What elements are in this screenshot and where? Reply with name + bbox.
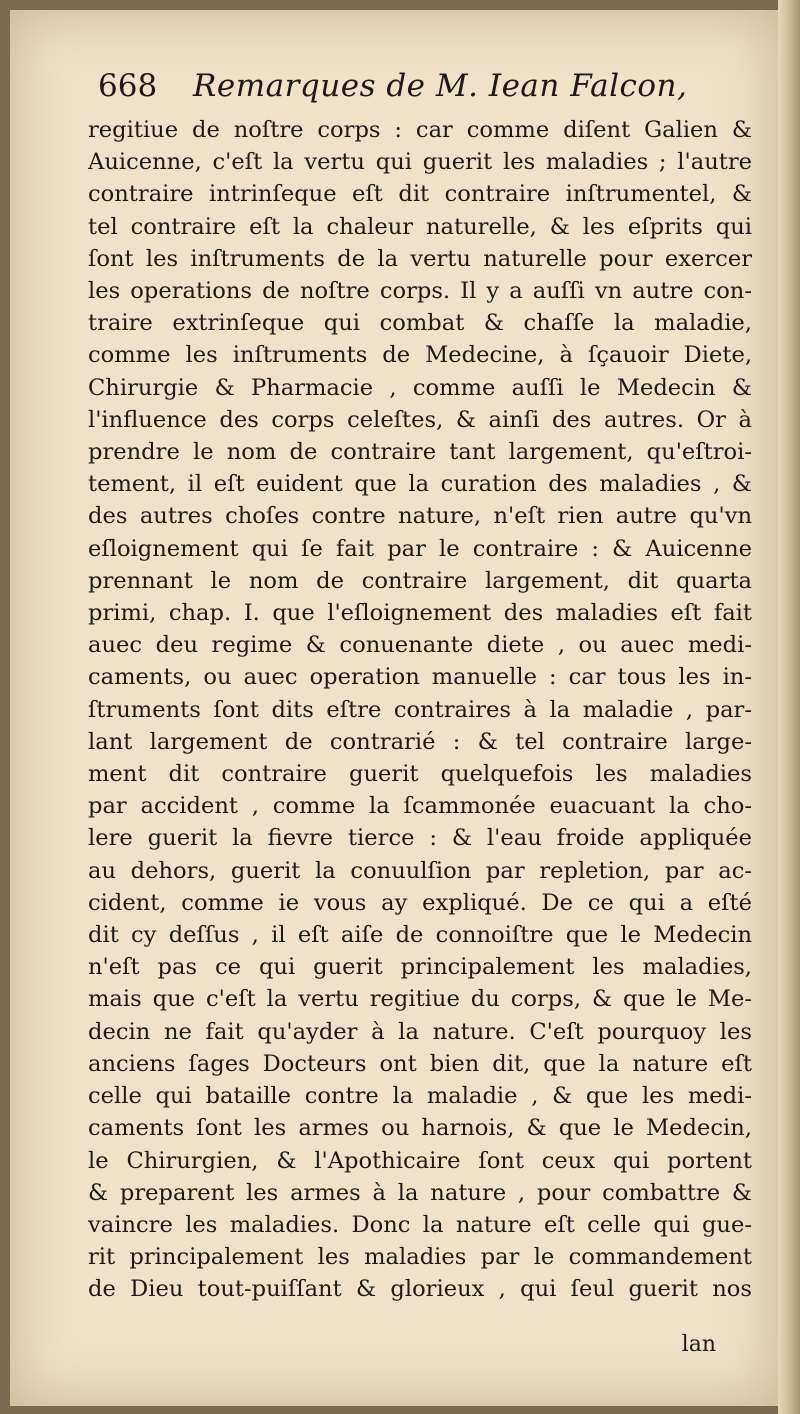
text-line: prendre le nom de contraire tant largement, qu'eſtroi- xyxy=(88,439,752,466)
text-line: ſtruments ſont dits eſtre contraires à la maladie , par- xyxy=(88,696,752,723)
text-line: lere guerit la fievre tierce : & l'eau froide appliquée xyxy=(88,825,752,852)
text-line: des autres choſes contre nature, n'eſt rien autre qu'vn xyxy=(88,503,752,530)
text-line: contraire intrinſeque eſt dit contraire inſtrumentel, & xyxy=(88,181,752,208)
book-page xyxy=(10,10,778,1406)
text-line: au dehors, guerit la conuulſion par repletion, par ac- xyxy=(88,857,752,884)
text-line: primi, chap. I. que l'eſloignement des maladies eſt fait xyxy=(88,600,752,627)
text-line: & preparent les armes à la nature , pour combattre & xyxy=(88,1179,752,1206)
text-line: comme les inſtruments de Medecine, à ſçauoir Diete, xyxy=(88,342,752,369)
text-line: traire extrinſeque qui combat & chaſſe la maladie, xyxy=(88,310,752,337)
text-line: regitiue de noſtre corps : car comme diſent Galien & xyxy=(88,117,752,143)
text-line: lant largement de contrarié : & tel contraire large- xyxy=(88,728,752,755)
running-header xyxy=(98,68,687,104)
text-line: l'influence des corps celeſtes, & ainſi des autres. Or à xyxy=(88,406,752,433)
page-number: 668 xyxy=(98,68,158,104)
running-title: Remarques de M. Iean Falcon, xyxy=(193,68,688,104)
text-line: mais que c'eſt la vertu regitiue du corps, & que le Me- xyxy=(88,986,752,1013)
text-line: Chirurgie & Pharmacie , comme auſſi le Medecin & xyxy=(88,374,752,401)
catchword: lan xyxy=(681,1332,716,1357)
text-line: n'eſt pas ce qui guerit principalement les maladies, xyxy=(88,954,752,981)
page-edge xyxy=(778,0,800,1414)
text-line: vaincre les maladies. Donc la nature eſt celle qui gue- xyxy=(88,1211,752,1238)
text-line: rit principalement les maladies par le commandement xyxy=(88,1244,752,1271)
text-line: les operations de noſtre corps. Il y a auſſi vn autre con- xyxy=(88,278,752,305)
text-line: auec deu regime & conuenante diete , ou auec medi- xyxy=(88,632,752,659)
text-line: celle qui bataille contre la maladie , & que les medi- xyxy=(88,1083,752,1110)
text-line: tement, il eſt euident que la curation des maladies , & xyxy=(88,471,752,498)
text-line: caments, ou auec operation manuelle : car tous les in- xyxy=(88,664,752,691)
text-line: prennant le nom de contraire largement, dit quarta xyxy=(88,567,752,594)
text-line: eſloignement qui ſe fait par le contraire : & Auicenne xyxy=(88,535,752,562)
text-line: cident, comme ie vous ay expliqué. De ce qui a eſté xyxy=(88,889,752,916)
text-line: Auicenne, c'eſt la vertu qui guerit les maladies ; l'autre xyxy=(88,149,752,176)
text-line: caments ſont les armes ou harnois, & que le Medecin, xyxy=(88,1115,752,1142)
text-line: tel contraire eſt la chaleur naturelle, & les eſprits qui xyxy=(88,213,752,240)
text-line: le Chirurgien, & l'Apothicaire ſont ceux qui portent xyxy=(88,1147,752,1174)
body-text xyxy=(88,114,752,1306)
text-line: par accident , comme la ſcammonée euacuant la cho- xyxy=(88,793,752,820)
text-line: decin ne fait qu'ayder à la nature. C'eſt pourquoy les xyxy=(88,1018,752,1045)
text-line: de Dieu tout-puiſſant & glorieux , qui ſeul guerit nos xyxy=(88,1276,752,1303)
text-line: anciens ſages Docteurs ont bien dit, que la nature eſt xyxy=(88,1050,752,1077)
text-line: ſont les inſtruments de la vertu naturelle pour exercer xyxy=(88,245,752,272)
text-line: ment dit contraire guerit quelquefois les maladies xyxy=(88,761,752,788)
text-line: dit cy deſſus , il eſt aiſe de connoiſtre que le Medecin xyxy=(88,922,752,949)
